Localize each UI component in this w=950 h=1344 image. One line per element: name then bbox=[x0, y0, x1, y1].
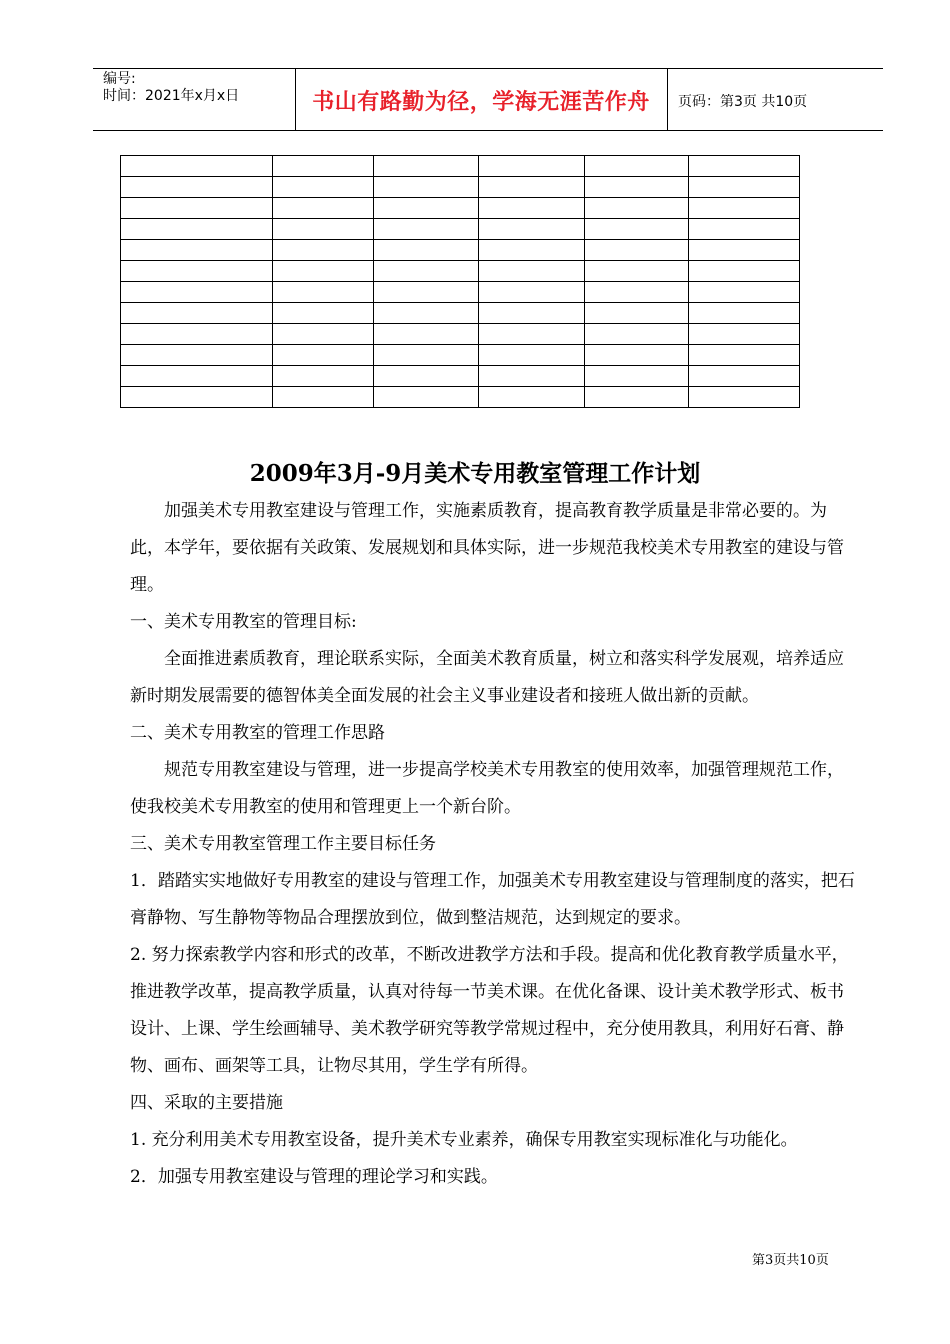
table-cell bbox=[585, 303, 689, 324]
table-cell bbox=[273, 219, 374, 240]
table-cell bbox=[121, 324, 273, 345]
table-cell bbox=[585, 387, 689, 408]
section-heading-3: 三、美术专用教室管理工作主要目标任务 bbox=[130, 834, 436, 854]
table-cell bbox=[689, 387, 800, 408]
table-row bbox=[121, 303, 800, 324]
table-cell bbox=[121, 282, 273, 303]
table-cell bbox=[273, 156, 374, 177]
table-cell bbox=[273, 366, 374, 387]
table-cell bbox=[689, 177, 800, 198]
section-heading-1: 一、美术专用教室的管理目标: bbox=[130, 612, 357, 632]
table-cell bbox=[689, 219, 800, 240]
table-row bbox=[121, 198, 800, 219]
table-cell bbox=[585, 282, 689, 303]
table-cell bbox=[689, 345, 800, 366]
table-cell bbox=[585, 156, 689, 177]
table-cell bbox=[479, 240, 585, 261]
table-cell bbox=[374, 219, 479, 240]
table-cell bbox=[585, 219, 689, 240]
document-body bbox=[130, 493, 860, 1196]
table-cell bbox=[689, 282, 800, 303]
table-cell bbox=[374, 345, 479, 366]
table-cell bbox=[374, 261, 479, 282]
table-row bbox=[121, 219, 800, 240]
table-row bbox=[121, 177, 800, 198]
table-cell bbox=[273, 387, 374, 408]
table-cell bbox=[479, 156, 585, 177]
table-cell bbox=[479, 366, 585, 387]
table-row bbox=[121, 366, 800, 387]
table-cell bbox=[374, 324, 479, 345]
table-cell bbox=[121, 387, 273, 408]
table-cell bbox=[273, 261, 374, 282]
table-cell bbox=[689, 261, 800, 282]
table-cell bbox=[374, 198, 479, 219]
table-cell bbox=[273, 324, 374, 345]
table-cell bbox=[479, 198, 585, 219]
table-cell bbox=[479, 345, 585, 366]
table-cell bbox=[689, 366, 800, 387]
measure-item-1: 1. 充分利用美术专用教室设备，提升美术专业素养，确保专用教室实现标准化与功能化。 bbox=[130, 1130, 798, 1150]
paragraph-intro: 加强美术专用教室建设与管理工作，实施素质教育，提高教育教学质量是非常必要的。为此，本学年，要依据有关政策、发展规划和具体实际，进一步规范我校美术专用教室的建设与管理。 bbox=[130, 501, 844, 595]
table-cell bbox=[585, 324, 689, 345]
table-row bbox=[121, 156, 800, 177]
task-item-2: 2. 努力探索教学内容和形式的改革，不断改进教学方法和手段。提高和优化教育教学质量水平，推进教学改革，提高教学质量，认真对待每一节美术课。在优化备课、设计美术教学形式、板书设计、上课、学生绘画辅导、美术教学研究等教学常规过程中，充分使用教具，利用好石膏、静物、画布、画架等工具，让物尽其用，学生学有所得。 bbox=[130, 945, 849, 1076]
table-cell bbox=[374, 303, 479, 324]
table-cell bbox=[121, 177, 273, 198]
table-row bbox=[121, 387, 800, 408]
table-row bbox=[121, 261, 800, 282]
table-cell bbox=[121, 261, 273, 282]
document-title: 2009年3月-9月美术专用教室管理工作计划 bbox=[249, 460, 701, 487]
table-cell bbox=[479, 303, 585, 324]
section-heading-4: 四、采取的主要措施 bbox=[130, 1093, 283, 1113]
table-cell bbox=[121, 303, 273, 324]
number-label: 编号: bbox=[103, 71, 136, 87]
blank-table bbox=[120, 155, 800, 408]
page-footer: 第3页共10页 bbox=[752, 1253, 829, 1268]
table-cell bbox=[121, 240, 273, 261]
table-cell bbox=[689, 240, 800, 261]
table-cell bbox=[374, 156, 479, 177]
header-motto-cell bbox=[295, 69, 668, 130]
table-row bbox=[121, 345, 800, 366]
header-page-cell bbox=[668, 69, 883, 130]
header-info-cell bbox=[93, 69, 296, 130]
table-cell bbox=[273, 282, 374, 303]
table-cell bbox=[374, 177, 479, 198]
table-cell bbox=[374, 282, 479, 303]
table-row bbox=[121, 282, 800, 303]
table-cell bbox=[585, 198, 689, 219]
table-cell bbox=[585, 261, 689, 282]
table-cell bbox=[479, 177, 585, 198]
paragraph-approach: 规范专用教室建设与管理，进一步提高学校美术专用教室的使用效率，加强管理规范工作，使我校美术专用教室的使用和管理更上一个新台阶。 bbox=[130, 760, 844, 817]
table-cell bbox=[273, 177, 374, 198]
time-label: 时间：2021年x月x日 bbox=[103, 88, 240, 104]
task-item-1: 1．踏踏实实地做好专用教室的建设与管理工作，加强美术专用教室建设与管理制度的落实，把石膏静物、写生静物等物品合理摆放到位，做到整洁规范，达到规定的要求。 bbox=[130, 871, 855, 928]
table-cell bbox=[479, 261, 585, 282]
table-cell bbox=[273, 198, 374, 219]
table-cell bbox=[479, 219, 585, 240]
table-row bbox=[121, 240, 800, 261]
table-cell bbox=[121, 366, 273, 387]
table-cell bbox=[689, 324, 800, 345]
page-code: 页码：第3页 共10页 bbox=[678, 94, 808, 110]
table-cell bbox=[479, 282, 585, 303]
page-header bbox=[93, 68, 883, 131]
table-cell bbox=[479, 324, 585, 345]
table-cell bbox=[689, 156, 800, 177]
table-cell bbox=[585, 366, 689, 387]
table-cell bbox=[585, 240, 689, 261]
table-cell bbox=[689, 303, 800, 324]
motto: 书山有路勤为径，学海无涯苦作舟 bbox=[312, 90, 650, 115]
table-cell bbox=[479, 387, 585, 408]
table-cell bbox=[374, 240, 479, 261]
table-cell bbox=[121, 345, 273, 366]
table-cell bbox=[121, 156, 273, 177]
paragraph-goal: 全面推进素质教育，理论联系实际，全面美术教育质量，树立和落实科学发展观，培养适应新时期发展需要的德智体美全面发展的社会主义事业建设者和接班人做出新的贡献。 bbox=[130, 649, 844, 706]
table-row bbox=[121, 324, 800, 345]
table-cell bbox=[273, 303, 374, 324]
measure-item-2: 2．加强专用教室建设与管理的理论学习和实践。 bbox=[130, 1167, 498, 1187]
table-cell bbox=[689, 198, 800, 219]
table-cell bbox=[585, 177, 689, 198]
table-cell bbox=[374, 387, 479, 408]
section-heading-2: 二、美术专用教室的管理工作思路 bbox=[130, 723, 385, 743]
table-cell bbox=[273, 345, 374, 366]
table-cell bbox=[374, 366, 479, 387]
table-cell bbox=[273, 240, 374, 261]
table-cell bbox=[121, 198, 273, 219]
table-cell bbox=[121, 219, 273, 240]
table-cell bbox=[585, 345, 689, 366]
